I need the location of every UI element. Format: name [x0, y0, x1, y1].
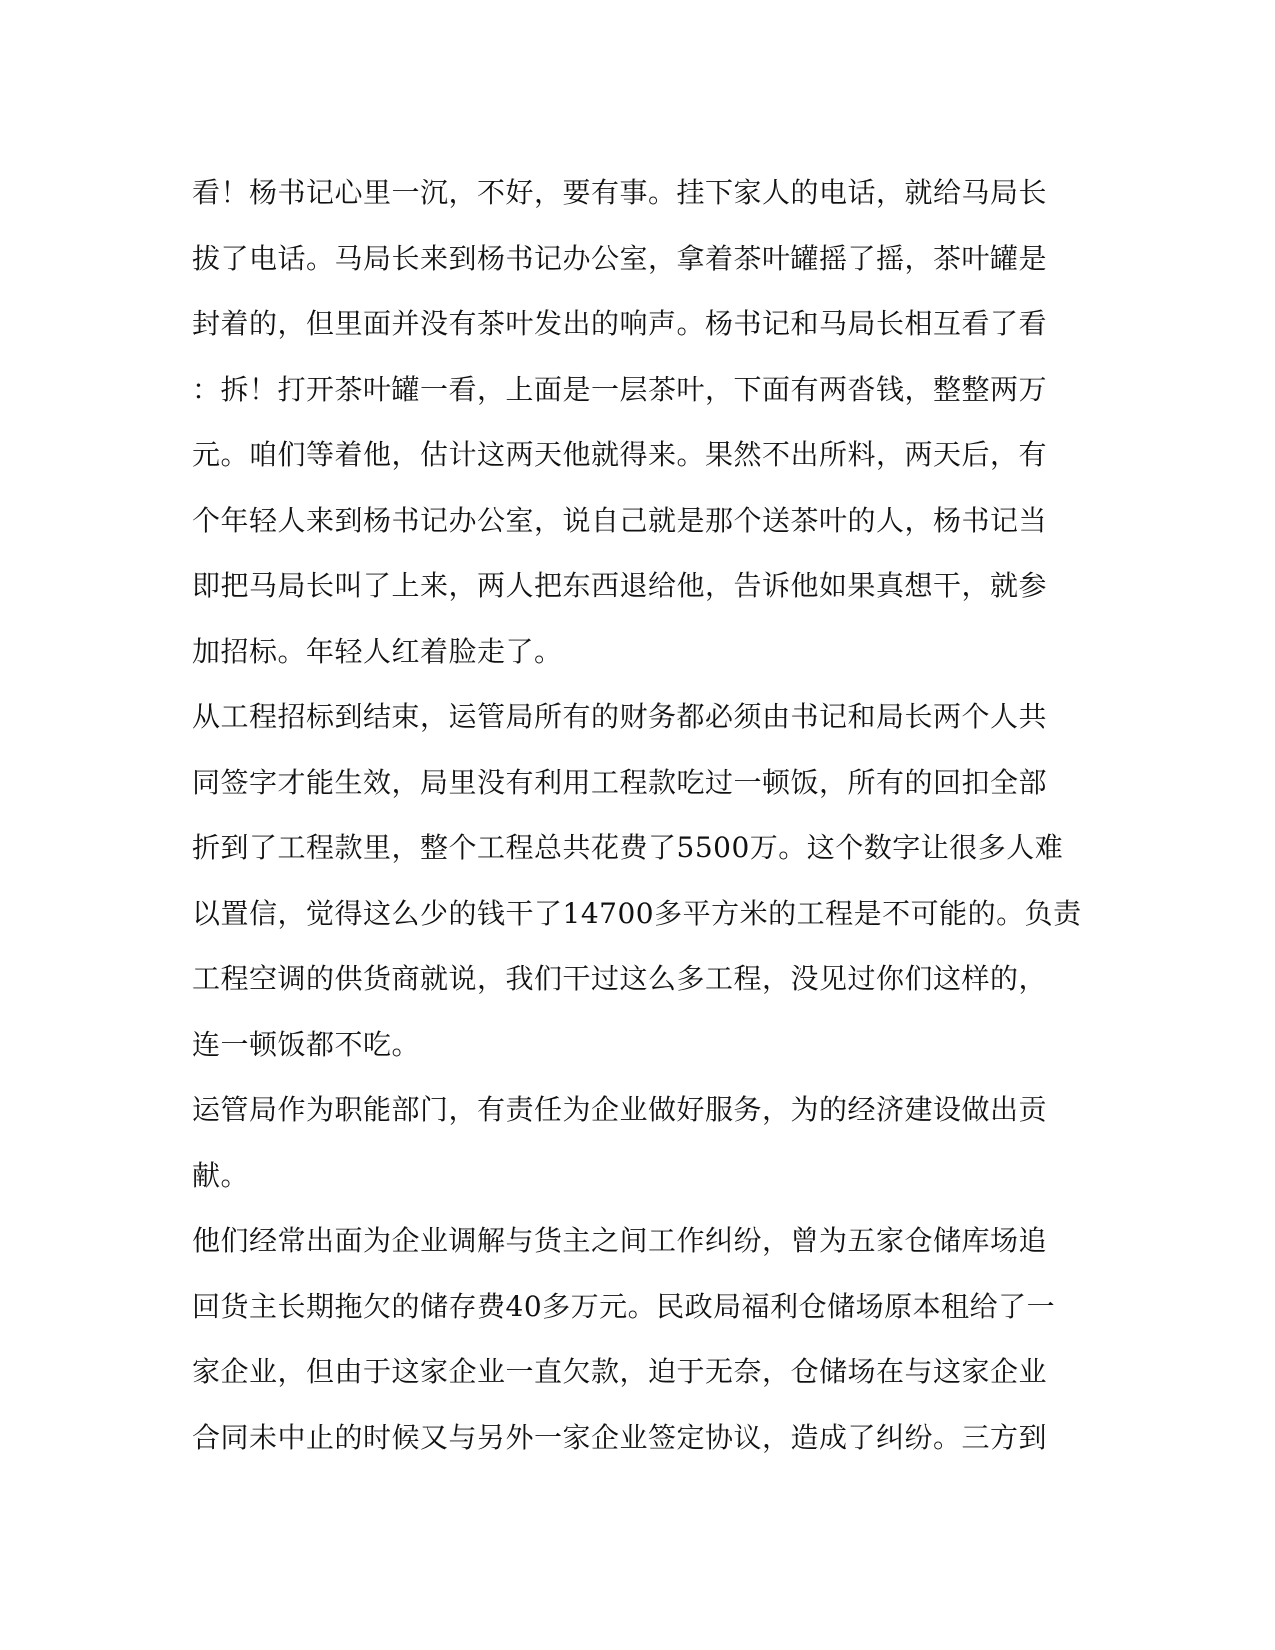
text-line: 同签字才能生效，局里没有利用工程款吃过一顿饭，所有的回扣全部	[192, 765, 1048, 799]
text-line: 他们经常出面为企业调解与货主之间工作纠纷，曾为五家仓储库场追	[192, 1224, 1048, 1257]
text-line: 封着的，但里面并没有茶叶发出的响声。杨书记和马局长相互看了看	[192, 307, 1048, 340]
text-line: 献。	[192, 1158, 250, 1192]
text-line: 从工程招标到结束，运管局所有的财务都必须由书记和局长两个人共	[192, 700, 1048, 733]
text-line: ：拆！打开茶叶罐一看，上面是一层茶叶，下面有两沓钱，整整两万	[192, 372, 1048, 406]
text-line: 看！杨书记心里一沉，不好，要有事。挂下家人的电话，就给马局长	[192, 176, 1048, 209]
text-line: 回货主长期拖欠的储存费40多万元。民政局福利仓储场原本租给了一	[192, 1289, 1056, 1323]
text-line: 工程空调的供货商就说，我们干过这么多工程，没见过你们这样的，	[192, 962, 1048, 995]
text-line: 连一顿饭都不吃。	[192, 1027, 421, 1061]
text-line: 家企业，但由于这家企业一直欠款，迫于无奈，仓储场在与这家企业	[192, 1355, 1048, 1388]
text-line: 即把马局长叫了上来，两人把东西退给他，告诉他如果真想干，就参	[192, 569, 1048, 602]
body-text	[192, 160, 1092, 1470]
text-line: 拔了电话。马局长来到杨书记办公室，拿着茶叶罐摇了摇，茶叶罐是	[192, 241, 1048, 275]
text-line: 个年轻人来到杨书记办公室，说自己就是那个送茶叶的人，杨书记当	[192, 503, 1048, 537]
text-line: 运管局作为职能部门，有责任为企业做好服务，为的经济建设做出贡	[192, 1093, 1048, 1126]
text-line: 加招标。年轻人红着脸走了。	[192, 634, 563, 668]
text-line: 折到了工程款里，整个工程总共花费了5500万。这个数字让很多人难	[192, 831, 1064, 864]
text-line: 以置信，觉得这么少的钱干了14700多平方米的工程是不可能的。负责	[192, 896, 1082, 930]
text-line: 合同未中止的时候又与另外一家企业签定协议，造成了纠纷。三方到	[192, 1420, 1048, 1454]
text-line: 元。咱们等着他，估计这两天他就得来。果然不出所料，两天后，有	[192, 438, 1048, 471]
